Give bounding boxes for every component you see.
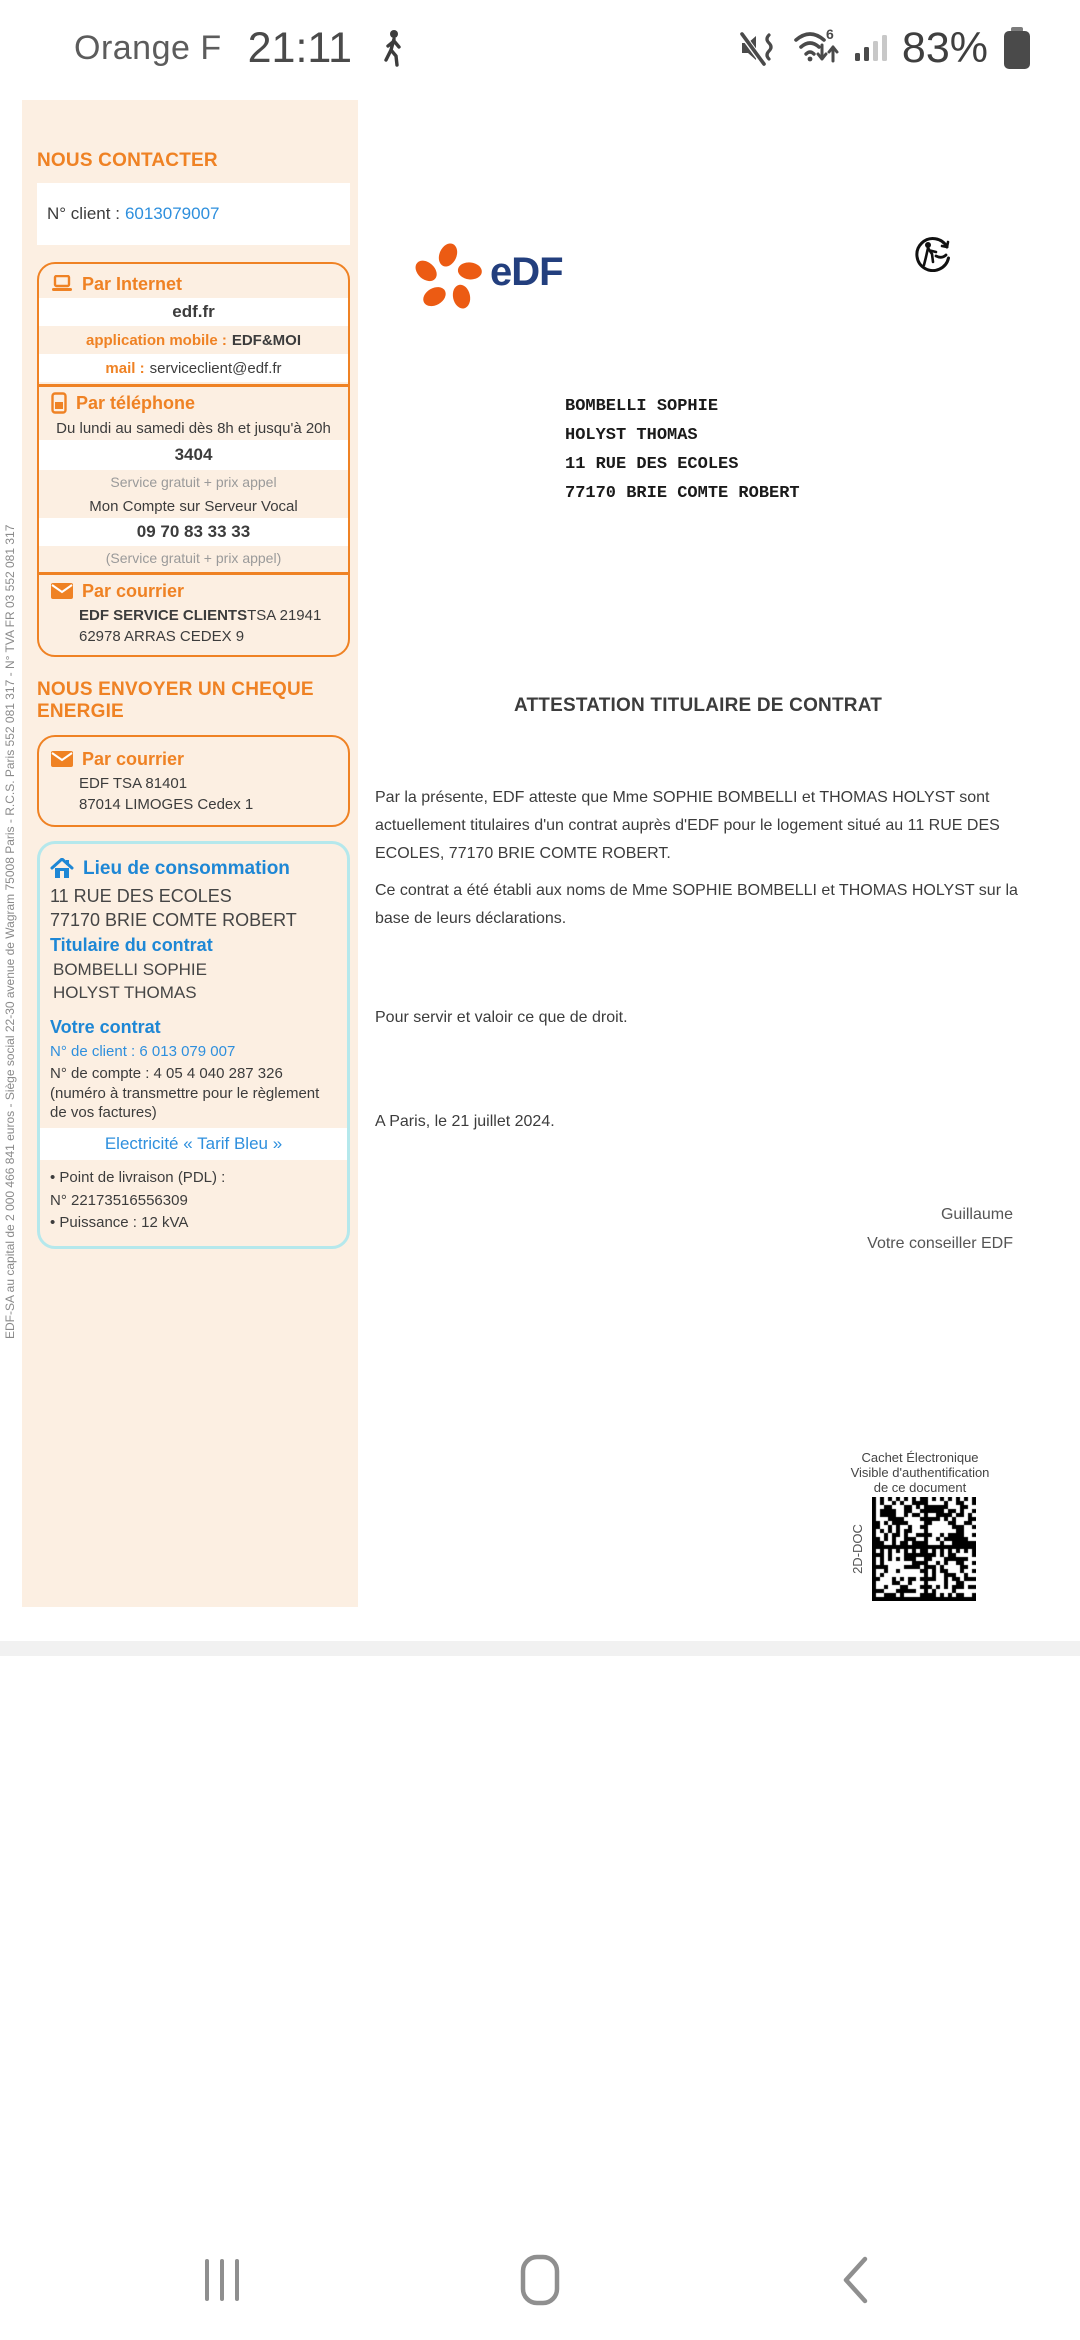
edf-wordmark: eDF <box>490 250 563 294</box>
consumption-address2: 77170 BRIE COMTE ROBERT <box>50 909 297 930</box>
pdf-page[interactable] <box>0 96 1080 1607</box>
cheque-address-line2: 87014 LIMOGES Cedex 1 <box>79 796 254 813</box>
service-clients-rest: TSA 21941 <box>247 607 322 624</box>
phone-note-vocal: (Service gratuit + prix appel) <box>105 550 282 566</box>
consumption-title: Lieu de consommation <box>83 858 290 879</box>
phone-number-vocal: 09 70 83 33 33 <box>39 518 348 546</box>
consumption-box <box>37 841 350 1249</box>
contact-heading: NOUS CONTACTER <box>37 150 218 171</box>
phone-note-main: Service gratuit + prix appel <box>110 474 277 490</box>
advisor-name: Guillaume <box>940 1206 1013 1223</box>
internet-section-header <box>39 270 348 298</box>
recipient-line: HOLYST THOMAS <box>565 426 698 445</box>
client-number-label: N° client : <box>47 204 120 223</box>
service-clients-bold: EDF SERVICE CLIENTS <box>79 607 248 624</box>
recipient-address <box>565 392 800 508</box>
orange-divider <box>39 384 348 387</box>
battery-icon <box>1002 26 1032 70</box>
edf-logo-mark-icon <box>412 242 484 314</box>
mail-section-header <box>39 577 348 605</box>
page-separator <box>0 1641 1080 1656</box>
recipient-line: 11 RUE DES ECOLES <box>565 455 739 474</box>
mail-value: serviceclient@edf.fr <box>149 359 282 377</box>
advisor-role: Votre conseiller EDF <box>867 1235 1013 1252</box>
tariff-row: Electricité « Tarif Bleu » <box>40 1128 347 1160</box>
paragraph-1: Par la présente, EDF atteste que Mme SOPHIE BOMBELLI et THOMAS HOLYST sont actuellement titulaires d'un contrat auprès d'EDF pour le logement situé au 11 RUE DES ECOLES, 77170 BRIE COMTE ROBERT. <box>375 789 1000 862</box>
mute-vibrate-icon <box>738 30 778 66</box>
home-button[interactable] <box>505 2245 575 2315</box>
client-number-link[interactable]: 6013079007 <box>124 204 220 223</box>
phone-section-header <box>39 389 348 417</box>
status-bar[interactable] <box>0 0 1080 96</box>
recents-button[interactable] <box>190 2245 260 2315</box>
svg-text:6: 6 <box>825 27 834 42</box>
stamp-caption <box>800 1450 1040 1495</box>
app-value: EDF&MOI <box>231 331 302 349</box>
internet-title: Par Internet <box>82 273 183 294</box>
phone-hours: Du lundi au samedi dès 8h et jusqu'à 20h <box>56 420 331 437</box>
recipient-line: BOMBELLI SOPHIE <box>565 397 719 416</box>
status-time: 21:11 <box>247 23 353 72</box>
carrier-label: Orange F <box>74 28 222 67</box>
letter-title: ATTESTATION TITULAIRE DE CONTRAT <box>513 695 883 716</box>
app-label: application mobile : <box>85 331 227 349</box>
pdl-line1: • Point de livraison (PDL) : <box>50 1169 226 1186</box>
laptop-icon <box>51 275 73 293</box>
battery-percent: 83% <box>901 23 988 72</box>
website-row: edf.fr <box>39 298 348 326</box>
walking-person-icon <box>378 28 408 68</box>
cheque-heading: NOUS ENVOYER UN CHEQUE ENERGIE <box>37 679 314 722</box>
pdl-line2: N° 22173516556309 <box>50 1191 188 1209</box>
holder-name-2: HOLYST THOMAS <box>53 982 197 1002</box>
cheque-address-line1: EDF TSA 81401 <box>79 775 188 792</box>
phone-title: Par téléphone <box>76 392 196 413</box>
stamp-caption-line: Visible d'authentification <box>850 1465 990 1480</box>
orange-divider <box>39 572 348 575</box>
service-clients-city: 62978 ARRAS CEDEX 9 <box>79 628 245 645</box>
envelope-icon <box>51 583 73 599</box>
mobile-app-row <box>39 326 348 354</box>
mail-label: mail : <box>105 359 145 377</box>
legal-vertical-text: EDF-SA au capital de 2 000 466 841 euros - Siège social 22-30 avenue de Wagram 75008 Paris - R.C.S. Paris 552 081 317 - N° TVA FR 03 552 081 317 <box>3 524 17 1339</box>
envelope-icon <box>51 751 73 767</box>
consumption-address1: 11 RUE DES ECOLES <box>50 885 232 906</box>
service-clients-line <box>39 605 348 626</box>
mobile-phone-icon <box>51 392 67 414</box>
recipient-line: 77170 BRIE COMTE ROBERT <box>565 484 800 503</box>
cheque-mail-title: Par courrier <box>82 748 185 769</box>
consumption-header <box>50 854 337 884</box>
contact-sidebar <box>22 100 358 1607</box>
contract-client-line[interactable]: N° de client : 6 013 079 007 <box>50 1042 236 1060</box>
paragraph-2: Ce contrat a été établi aux noms de Mme SOPHIE BOMBELLI et THOMAS HOLYST sur la base de leurs déclarations. <box>375 882 1018 927</box>
vocal-server-label: Mon Compte sur Serveur Vocal <box>89 497 298 515</box>
triman-recycle-icon <box>914 234 952 272</box>
wifi6-icon <box>792 27 840 69</box>
cheque-mail-header <box>39 745 348 773</box>
contract-account-note: (numéro à transmettre pour le règlement de vos factures) <box>50 1085 320 1121</box>
stamp-caption-line: Cachet Électronique <box>861 1450 979 1465</box>
navigation-bar <box>0 2220 1080 2340</box>
mail-row <box>39 354 348 382</box>
contract-account-line: N° de compte : 4 05 4 040 287 326 <box>50 1064 283 1082</box>
date-line: A Paris, le 21 juillet 2024. <box>375 1113 555 1130</box>
signal-bars-icon <box>854 31 888 65</box>
mail-courrier-title: Par courrier <box>82 580 185 601</box>
paragraph-3: Pour servir et valoir ce que de droit. <box>375 1009 628 1026</box>
letter-body <box>358 192 1080 1703</box>
back-button[interactable] <box>820 2245 890 2315</box>
stamp-caption-line: de ce document <box>873 1480 967 1495</box>
holder-name-1: BOMBELLI SOPHIE <box>53 959 207 979</box>
contact-channels-box <box>37 262 350 657</box>
power-line: • Puissance : 12 kVA <box>50 1214 189 1231</box>
house-icon <box>50 858 74 880</box>
client-number-box <box>37 183 350 245</box>
phone-number-main: 3404 <box>39 440 348 470</box>
signature-block <box>867 1200 1013 1258</box>
2d-doc-barcode <box>872 1497 976 1601</box>
2d-doc-label: 2D-DOC <box>850 1524 865 1574</box>
cheque-mail-box <box>37 735 350 827</box>
contract-title: Votre contrat <box>50 1016 161 1037</box>
holder-title: Titulaire du contrat <box>50 934 213 955</box>
